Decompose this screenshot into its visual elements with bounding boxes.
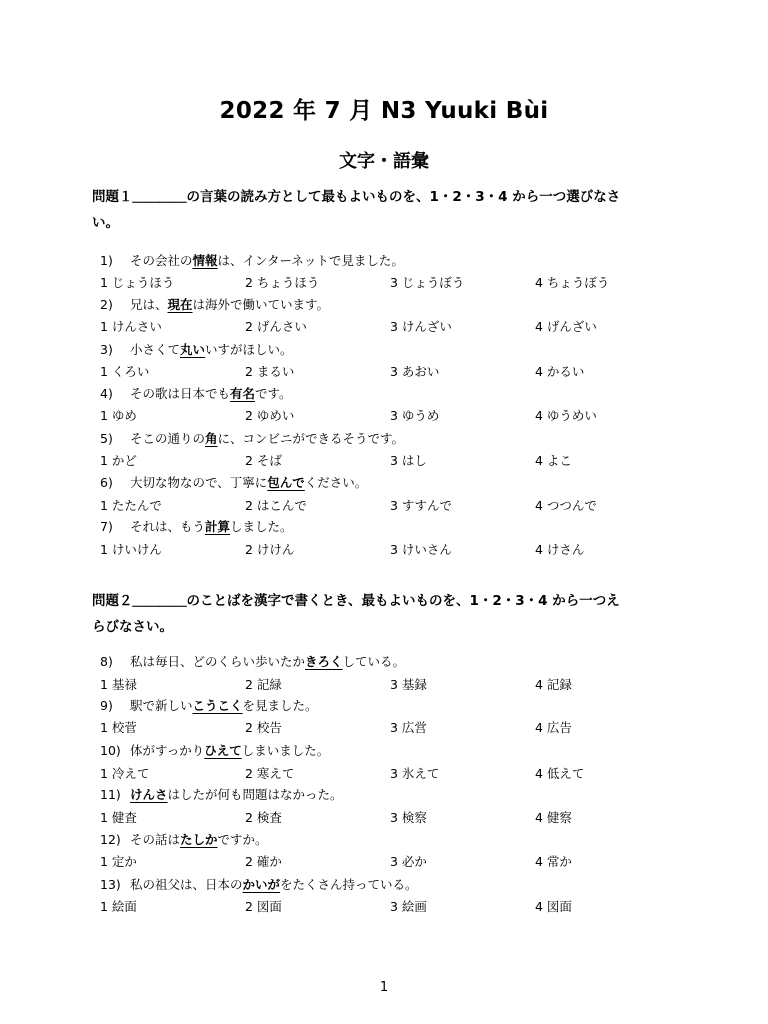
answer-option-1: 1 基禄: [100, 677, 137, 692]
answer-option-3: 3 けんざい: [390, 319, 452, 334]
answer-option-2: 2 けけん: [245, 542, 295, 557]
question-target-word: きろく: [305, 654, 343, 669]
section2-heading: [92, 588, 682, 640]
answer-option-1: 1 かど: [100, 453, 137, 468]
answer-option-4: 4 記録: [535, 677, 572, 692]
question-target-word: 情報: [192, 253, 218, 268]
answer-option-2: 2 校告: [245, 720, 282, 735]
question-text-after: しまいました。: [241, 743, 330, 758]
question-text-before: そこの通りの: [130, 431, 206, 446]
question-number: 2): [100, 297, 113, 312]
question-number: 9): [100, 698, 113, 713]
answer-option-1: 1 定か: [100, 854, 137, 869]
question-text-after: いすがほしい。: [205, 342, 293, 357]
answer-option-3: 3 基録: [390, 677, 427, 692]
question-number: 3): [100, 342, 113, 357]
question-number: 10): [100, 743, 121, 758]
question-text-after: している。: [342, 654, 406, 669]
answer-option-3: 3 検察: [390, 810, 427, 825]
answer-option-4: 4 げんざい: [535, 319, 597, 334]
section1-blank: ＿＿＿＿: [132, 189, 187, 205]
question-number: 11): [100, 787, 121, 802]
section1-instruction: の言葉の読み方として最もよいものを、1・2・3・4 から一つ選びなさ: [186, 189, 621, 205]
answer-option-4: 4 つつんで: [535, 498, 597, 513]
page-number: 1: [379, 980, 389, 995]
answer-option-2: 2 まるい: [245, 364, 295, 379]
answer-option-1: 1 絵面: [100, 899, 137, 914]
answer-option-3: 3 はし: [390, 453, 427, 468]
question-text-before: その会社の: [130, 253, 193, 268]
question-number: 6): [100, 475, 113, 490]
answer-option-4: 4 ゆうめい: [535, 408, 597, 423]
question-text-after: ですか。: [217, 832, 268, 847]
section2-label: 問題２: [92, 593, 133, 609]
question-stem: [100, 831, 680, 849]
answer-option-2: 2 検査: [245, 810, 282, 825]
answer-option-4: 4 広告: [535, 720, 572, 735]
question-text-before: その話は: [130, 832, 181, 847]
answer-option-4: 4 図面: [535, 899, 572, 914]
section2-instruction: のことばを漢字で書くとき、最もよいものを、1・2・3・4 から一つえ: [186, 593, 620, 609]
question-text-before: 大切な物なので、丁寧に: [130, 475, 268, 490]
answer-option-1: 1 けいけん: [100, 542, 162, 557]
question-target-word: 計算: [205, 519, 231, 534]
answer-option-4: 4 健察: [535, 810, 572, 825]
question-number: 13): [100, 877, 121, 892]
answer-option-1: 1 たたんで: [100, 498, 162, 513]
answer-option-3: 3 けいさん: [390, 542, 452, 557]
section2-instruction-end: らびなさい。: [92, 619, 173, 635]
question-stem: [100, 385, 680, 403]
section1-heading: [92, 184, 682, 236]
question-target-word: ひえて: [204, 743, 242, 758]
question-text-after: は、インターネットで見ました。: [217, 253, 404, 268]
answer-option-2: 2 そば: [245, 453, 282, 468]
question-target-word: 角: [205, 431, 218, 446]
answer-option-2: 2 寒えて: [245, 766, 295, 781]
question-text-before: それは、もう: [130, 519, 206, 534]
answer-option-4: 4 ちょうぼう: [535, 275, 610, 290]
question-target-word: 現在: [167, 297, 193, 312]
section1-instruction-end: い。: [92, 215, 119, 231]
question-target-word: けんさ: [130, 787, 168, 802]
answer-option-3: 3 じょうぼう: [390, 275, 465, 290]
section2-blank: ＿＿＿＿: [132, 593, 187, 609]
question-stem: [100, 518, 680, 536]
question-target-word: かいが: [242, 877, 281, 892]
question-text-after: しました。: [230, 519, 293, 534]
question-stem: [100, 742, 680, 760]
section1-label: 問題１: [92, 189, 133, 205]
answer-option-2: 2 ちょうほう: [245, 275, 320, 290]
question-stem: [100, 697, 680, 715]
answer-option-4: 4 けさん: [535, 542, 585, 557]
question-number: 8): [100, 654, 113, 669]
answer-option-1: 1 ゆめ: [100, 408, 137, 423]
answer-option-4: 4 低えて: [535, 766, 585, 781]
page-title: 2022 年 7 月 N3 Yuuki Bùi: [219, 98, 549, 124]
question-text-after: です。: [255, 386, 292, 401]
question-target-word: たしか: [180, 832, 218, 847]
question-text-after: を見ました。: [242, 698, 318, 713]
question-text-before: 駅で新しい: [130, 698, 193, 713]
answer-option-2: 2 ゆめい: [245, 408, 295, 423]
question-stem: [100, 296, 680, 314]
question-text-before: 小さくて: [130, 342, 181, 357]
question-text-before: 私の祖父は、日本の: [130, 877, 243, 892]
question-text-after: はしたが何も問題はなかった。: [167, 787, 343, 802]
answer-option-4: 4 常か: [535, 854, 572, 869]
question-number: 4): [100, 386, 113, 401]
answer-option-3: 3 必か: [390, 854, 427, 869]
answer-option-3: 3 絵画: [390, 899, 427, 914]
question-stem: [100, 252, 680, 270]
question-target-word: 丸い: [180, 342, 206, 357]
question-text-before: 兄は、: [130, 297, 168, 312]
answer-option-3: 3 氷えて: [390, 766, 440, 781]
question-text-before: その歌は日本でも: [130, 386, 231, 401]
answer-option-3: 3 ゆうめ: [390, 408, 440, 423]
question-stem: [100, 653, 680, 671]
answer-option-1: 1 冷えて: [100, 766, 150, 781]
answer-option-2: 2 図面: [245, 899, 282, 914]
answer-option-2: 2 記緑: [245, 677, 282, 692]
question-text-before: 私は毎日、どのくらい歩いたか: [130, 654, 306, 669]
question-stem: [100, 786, 680, 804]
question-number: 12): [100, 832, 121, 847]
question-target-word: 包んで: [267, 475, 305, 490]
question-text-after: ください。: [304, 475, 368, 490]
question-stem: [100, 474, 680, 492]
question-number: 7): [100, 519, 113, 534]
answer-option-3: 3 すすんで: [390, 498, 453, 513]
question-target-word: 有名: [230, 386, 256, 401]
question-stem: [100, 341, 680, 359]
question-text-after: に、コンビニができるそうです。: [217, 431, 405, 446]
answer-option-1: 1 けんさい: [100, 319, 162, 334]
question-number: 5): [100, 431, 113, 446]
question-stem: [100, 876, 680, 894]
question-target-word: こうこく: [192, 698, 243, 713]
answer-option-4: 4 よこ: [535, 453, 572, 468]
answer-option-1: 1 健査: [100, 810, 137, 825]
answer-option-4: 4 かるい: [535, 364, 585, 379]
answer-option-2: 2 確か: [245, 854, 282, 869]
answer-option-2: 2 げんさい: [245, 319, 307, 334]
answer-option-3: 3 広営: [390, 720, 427, 735]
question-text-after: は海外で働いています。: [192, 297, 330, 312]
answer-option-2: 2 はこんで: [245, 498, 307, 513]
question-text-after: をたくさん持っている。: [280, 877, 418, 892]
answer-option-1: 1 じょうほう: [100, 275, 175, 290]
answer-option-3: 3 あおい: [390, 364, 440, 379]
question-stem: [100, 430, 680, 448]
question-text-before: 体がすっかり: [130, 743, 205, 758]
answer-option-1: 1 くろい: [100, 364, 150, 379]
answer-option-1: 1 校菅: [100, 720, 137, 735]
page-subtitle: 文字・語彙: [339, 151, 429, 172]
question-number: 1): [100, 253, 113, 268]
